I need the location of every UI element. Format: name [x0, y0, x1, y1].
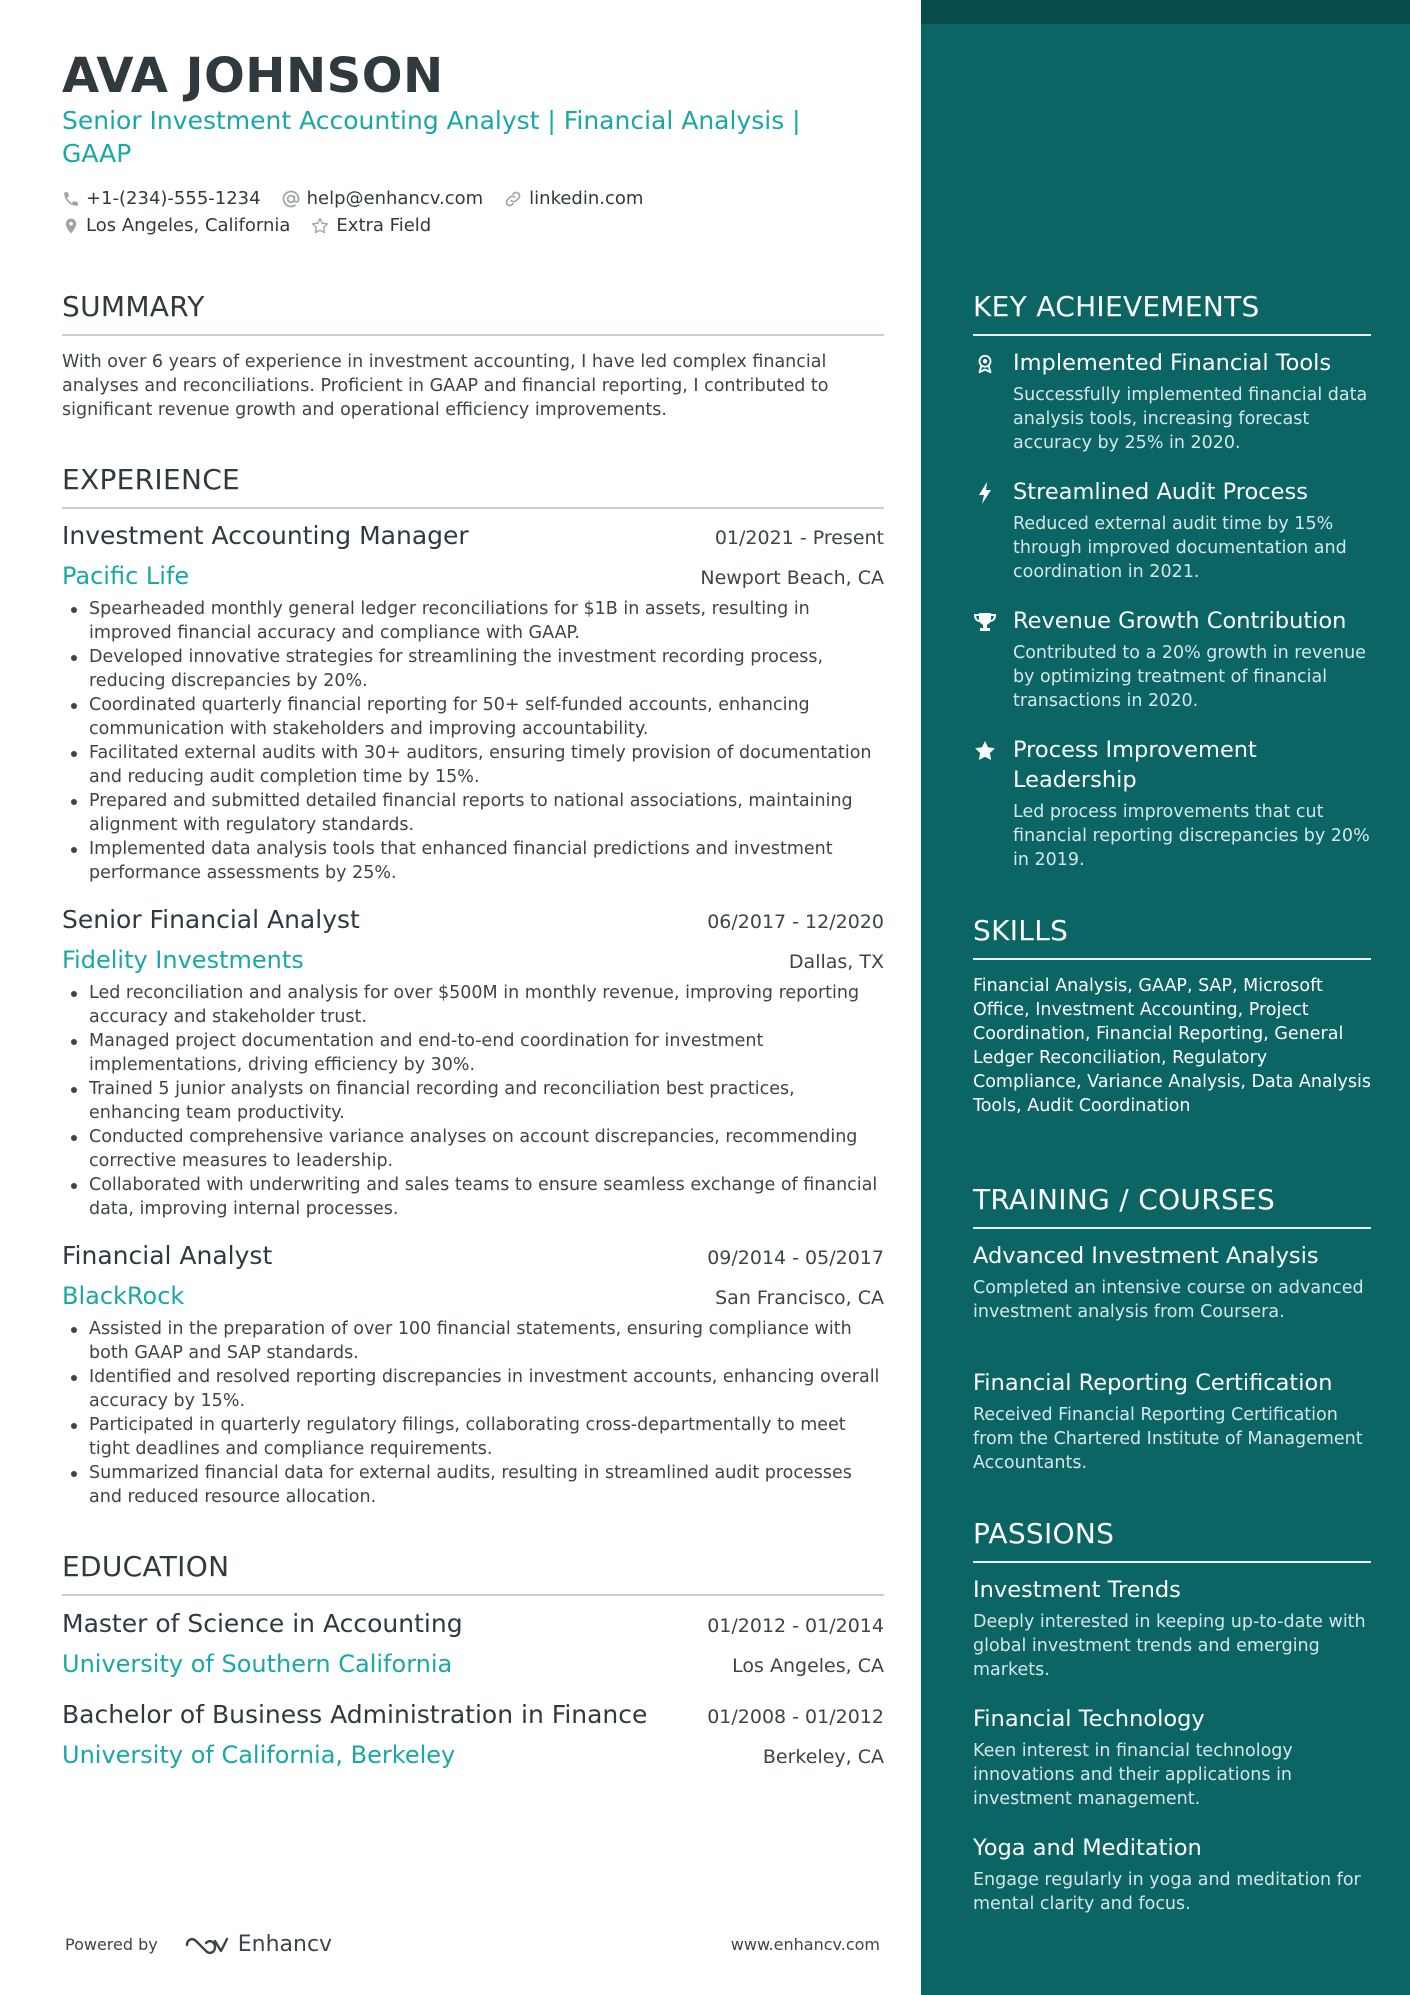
- job-company[interactable]: BlackRock: [62, 1282, 185, 1310]
- star-icon: [973, 739, 997, 763]
- training-section: [973, 1183, 1371, 1229]
- job-company[interactable]: Pacific Life: [62, 562, 190, 590]
- location-text: Los Angeles, California: [86, 215, 291, 236]
- job-location: Dallas, TX: [788, 951, 884, 973]
- job-bullet: Prepared and submitted detailed financial reports to national associations, maintaining alignment with regulatory standards.: [62, 789, 884, 837]
- job-role: Investment Accounting Manager: [62, 521, 469, 550]
- job-bullet: Led reconciliation and analysis for over $500M in monthly revenue, improving reporting accuracy and stakeholder trust.: [62, 981, 884, 1029]
- achievement-item: [973, 606, 1371, 713]
- linkedin-text: linkedin.com: [529, 188, 644, 209]
- job-bullet: Participated in quarterly regulatory filings, collaborating cross-departmentally to meet tight deadlines and compliance requirements.: [62, 1413, 884, 1461]
- skills-title: SKILLS: [973, 914, 1069, 947]
- passion-desc: Keen interest in financial technology innovations and their applications in investment management.: [973, 1741, 1293, 1809]
- summary-title: SUMMARY: [62, 290, 205, 323]
- powered-by-label: Powered by: [65, 1935, 158, 1954]
- job-bullet: Collaborated with underwriting and sales teams to ensure seamless exchange of financial data, improving internal processes.: [62, 1173, 884, 1221]
- experience-section: [62, 463, 884, 509]
- passion-title: Financial Technology: [973, 1706, 1205, 1732]
- job-entry: [62, 520, 884, 885]
- training-title: TRAINING / COURSES: [973, 1183, 1276, 1216]
- job-bullet: Conducted comprehensive variance analyses on account discrepancies, recommending corrective measures to leadership.: [62, 1125, 884, 1173]
- achievements-section: [973, 290, 1371, 336]
- passion-item: [973, 1833, 1371, 1916]
- achievement-item: [973, 735, 1371, 872]
- job-bullet: Spearheaded monthly general ledger reconciliations for $1B in assets, resulting in improved financial accuracy and compliance with GAAP.: [62, 597, 884, 645]
- school[interactable]: University of Southern California: [62, 1650, 453, 1678]
- education-title: EDUCATION: [62, 1550, 230, 1583]
- job-dates: 09/2014 - 05/2017: [707, 1247, 884, 1269]
- job-bullet: Coordinated quarterly financial reporting for 50+ self-funded accounts, enhancing communication with stakeholders and improving accountability.: [62, 693, 884, 741]
- extra-field-contact: [310, 215, 431, 236]
- degree: Bachelor of Business Administration in Finance: [62, 1700, 648, 1729]
- edu-dates: 01/2008 - 01/2012: [707, 1706, 884, 1728]
- job-dates: 06/2017 - 12/2020: [707, 911, 884, 933]
- section-divider: [973, 334, 1371, 336]
- education-entry: [62, 1699, 884, 1771]
- job-location: San Francisco, CA: [715, 1287, 884, 1309]
- job-bullet: Trained 5 junior analysts on financial recording and reconciliation best practices, enhancing team productivity.: [62, 1077, 884, 1125]
- section-divider: [62, 334, 884, 336]
- achievement-item: [973, 477, 1371, 584]
- phone-contact[interactable]: [62, 188, 261, 209]
- passions-title: PASSIONS: [973, 1517, 1115, 1550]
- sidebar-top-band: [921, 0, 1410, 24]
- passion-title: Yoga and Meditation: [973, 1835, 1202, 1861]
- experience-title: EXPERIENCE: [62, 463, 241, 496]
- section-divider: [973, 1561, 1371, 1563]
- achievement-desc: Successfully implemented financial data analysis tools, increasing forecast accuracy by 25% in 2020.: [1013, 385, 1368, 453]
- phone-text: +1-(234)-555-1234: [86, 188, 261, 209]
- degree: Master of Science in Accounting: [62, 1609, 463, 1638]
- headline: Senior Investment Accounting Analyst | Financial Analysis | GAAP: [62, 106, 801, 168]
- training-item-title: Advanced Investment Analysis: [973, 1243, 1319, 1269]
- job-entry: [62, 1240, 884, 1509]
- job-bullet: Developed innovative strategies for streamlining the investment recording process, reducing discrepancies by 20%.: [62, 645, 884, 693]
- passion-item: [973, 1575, 1371, 1682]
- skills-text: Financial Analysis, GAAP, SAP, Microsoft Office, Investment Accounting, Project Coordination, Financial Reporting, General Ledger Reconciliation, Regulatory Compliance, Variance Analysis, Data Analysis Tools, Audit Coordination: [973, 976, 1371, 1116]
- job-company[interactable]: Fidelity Investments: [62, 946, 304, 974]
- education-section: [62, 1550, 884, 1596]
- job-dates: 01/2021 - Present: [714, 527, 884, 549]
- job-bullet: Identified and resolved reporting discrepancies in investment accounts, enhancing overall accuracy by 15%.: [62, 1365, 884, 1413]
- achievement-title: Process Improvement Leadership: [1013, 737, 1257, 793]
- phone-icon: [62, 190, 80, 208]
- email-contact[interactable]: [281, 188, 484, 209]
- training-item-desc: Received Financial Reporting Certification from the Chartered Institute of Management Accountants.: [973, 1405, 1363, 1473]
- job-bullet: Managed project documentation and end-to-end coordination for investment implementations, driving efficiency by 30%.: [62, 1029, 884, 1077]
- at-icon: [281, 189, 301, 209]
- bolt-icon: [973, 481, 997, 505]
- location-pin-icon: [62, 216, 80, 236]
- education-entry: [62, 1608, 884, 1680]
- enhancv-brand: Enhancv: [237, 1932, 333, 1957]
- achievement-desc: Led process improvements that cut financial reporting discrepancies by 20% in 2019.: [1013, 802, 1370, 870]
- passions-section: [973, 1517, 1371, 1563]
- link-icon: [503, 189, 523, 209]
- job-entry: [62, 904, 884, 1221]
- job-location: Newport Beach, CA: [700, 567, 884, 589]
- job-bullets: [62, 981, 884, 1221]
- job-bullet: Summarized financial data for external audits, resulting in streamlined audit processes and reduced resource allocation.: [62, 1461, 884, 1509]
- achievement-title: Implemented Financial Tools: [1013, 350, 1332, 376]
- footer-url[interactable]: www.enhancv.com: [730, 1935, 880, 1954]
- contact-info: [62, 185, 884, 239]
- edu-location: Los Angeles, CA: [732, 1655, 884, 1677]
- edu-dates: 01/2012 - 01/2014: [707, 1615, 884, 1637]
- linkedin-contact[interactable]: [503, 188, 643, 209]
- sidebar: [921, 0, 1410, 1995]
- job-bullet: Implemented data analysis tools that enhanced financial predictions and investment performance assessments by 25%.: [62, 837, 884, 885]
- summary-section: [62, 290, 884, 422]
- school[interactable]: University of California, Berkeley: [62, 1741, 456, 1769]
- footer: [65, 1932, 880, 1957]
- achievement-desc: Reduced external audit time by 15% through improved documentation and coordination in 2021.: [1013, 514, 1347, 582]
- enhancv-logo-icon: [184, 1933, 230, 1957]
- job-bullet: Assisted in the preparation of over 100 financial statements, ensuring compliance with both GAAP and SAP standards.: [62, 1317, 884, 1365]
- achievement-item: [973, 348, 1371, 455]
- skills-section: [973, 914, 1371, 1118]
- passion-desc: Engage regularly in yoga and meditation for mental clarity and focus.: [973, 1870, 1361, 1914]
- job-role: Senior Financial Analyst: [62, 905, 360, 934]
- training-item-title: Financial Reporting Certification: [973, 1370, 1333, 1396]
- trophy-icon: [973, 610, 997, 634]
- award-icon: [973, 352, 997, 376]
- achievement-title: Revenue Growth Contribution: [1013, 608, 1347, 634]
- achievements-title: KEY ACHIEVEMENTS: [973, 290, 1260, 323]
- job-bullet: Facilitated external audits with 30+ auditors, ensuring timely provision of documentation and reducing audit completion time by 15%.: [62, 741, 884, 789]
- summary-text: With over 6 years of experience in investment accounting, I have led complex financial analyses and reconciliations. Proficient in GAAP and financial reporting, I contributed to significant revenue growth and operational efficiency improvements.: [62, 352, 829, 420]
- section-divider: [62, 507, 884, 509]
- job-bullets: [62, 1317, 884, 1509]
- edu-location: Berkeley, CA: [762, 1746, 884, 1768]
- passion-title: Investment Trends: [973, 1577, 1181, 1603]
- training-item: [973, 1368, 1371, 1475]
- job-bullets: [62, 597, 884, 885]
- training-item: [973, 1241, 1371, 1324]
- star-outline-icon: [310, 216, 330, 236]
- extra-field-text: Extra Field: [336, 215, 432, 236]
- candidate-name: AVA JOHNSON: [62, 48, 444, 104]
- section-divider: [62, 1594, 884, 1596]
- email-text: help@enhancv.com: [306, 188, 484, 209]
- section-divider: [973, 1227, 1371, 1229]
- achievement-title: Streamlined Audit Process: [1013, 479, 1308, 505]
- passion-item: [973, 1704, 1371, 1811]
- powered-by: [65, 1932, 332, 1957]
- location-contact: [62, 215, 290, 236]
- training-item-desc: Completed an intensive course on advanced investment analysis from Coursera.: [973, 1278, 1364, 1322]
- job-role: Financial Analyst: [62, 1241, 273, 1270]
- section-divider: [973, 958, 1371, 960]
- passion-desc: Deeply interested in keeping up-to-date with global investment trends and emerging markets.: [973, 1612, 1366, 1680]
- enhancv-logo[interactable]: [184, 1932, 332, 1957]
- achievement-desc: Contributed to a 20% growth in revenue by optimizing treatment of financial transactions in 2020.: [1013, 643, 1366, 711]
